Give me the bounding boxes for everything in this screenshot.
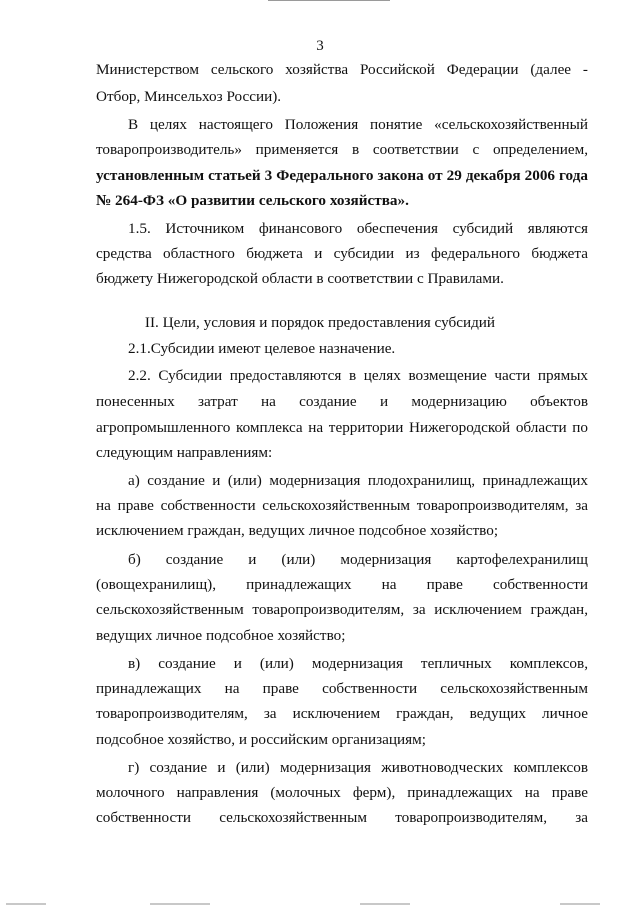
text-line: собственности сельскохозяйственным товаропроизводителям, за [96,809,588,826]
top-rule [268,0,390,1]
text-line: принадлежащих на праве собственности сельскохозяйственным [96,680,588,697]
text-line: сельскохозяйственным товаропроизводителям, за исключением граждан, [96,601,588,618]
text-line: Министерством сельского хозяйства Российской Федерации (далее - [96,61,588,78]
text-line: исключением граждан, ведущих личное подсобное хозяйство; [96,522,499,539]
text-line: (овощехранилищ), принадлежащих на праве собственности [96,576,588,593]
text-line: г) создание и (или) модернизация животноводческих комплексов [128,759,588,776]
text-line: № 264-ФЗ «О развитии сельского хозяйства». [96,192,409,209]
text-line: на праве собственности сельскохозяйственным товаропроизводителям, за [96,497,588,514]
text-line: бюджету Нижегородской области в соответствии с Правилами. [96,270,504,287]
text-line: товаропроизводителям, за исключением граждан, ведущих личное [96,705,588,722]
text-line: В целях настоящего Положения понятие «сельскохозяйственный [128,116,588,133]
text-line: подсобное хозяйство, и российским организациям; [96,731,426,748]
section-heading: II. Цели, условия и порядок предоставления субсидий [144,314,496,331]
text-line: следующим направлениям: [96,444,273,461]
text-line: товаропроизводитель» применяется в соответствии с определением, [96,141,588,158]
text-line: б) создание и (или) модернизация картофелехранилищ [128,551,588,568]
text-line: 2.2. Субсидии предоставляются в целях возмещение части прямых [128,367,588,384]
text-line: 1.5. Источником финансового обеспечения субсидий являются [128,220,588,237]
text-line: агропромышленного комплекса на территории Нижегородской области по [96,419,588,436]
text-line: в) создание и (или) модернизация тепличных комплексов, [128,655,588,672]
text-line: молочного направления (молочных ферм), принадлежащих на праве [96,784,588,801]
text-line: ведущих личное подсобное хозяйство; [96,627,346,644]
text-line: установленным статьей 3 Федерального закона от 29 декабря 2006 года [96,167,588,184]
text-line: 2.1.Субсидии имеют целевое назначение. [128,340,396,357]
text-line: Отбор, Минсельхоз России). [96,88,282,105]
text-line: понесенных затрат на создание и модернизацию объектов [96,393,588,410]
text-line: средства областного бюджета и субсидии из федерального бюджета [96,245,588,262]
text-line: а) создание и (или) модернизация плодохранилищ, принадлежащих [128,472,588,489]
scan-edge-marks [0,901,640,905]
page-number: 3 [316,38,324,54]
